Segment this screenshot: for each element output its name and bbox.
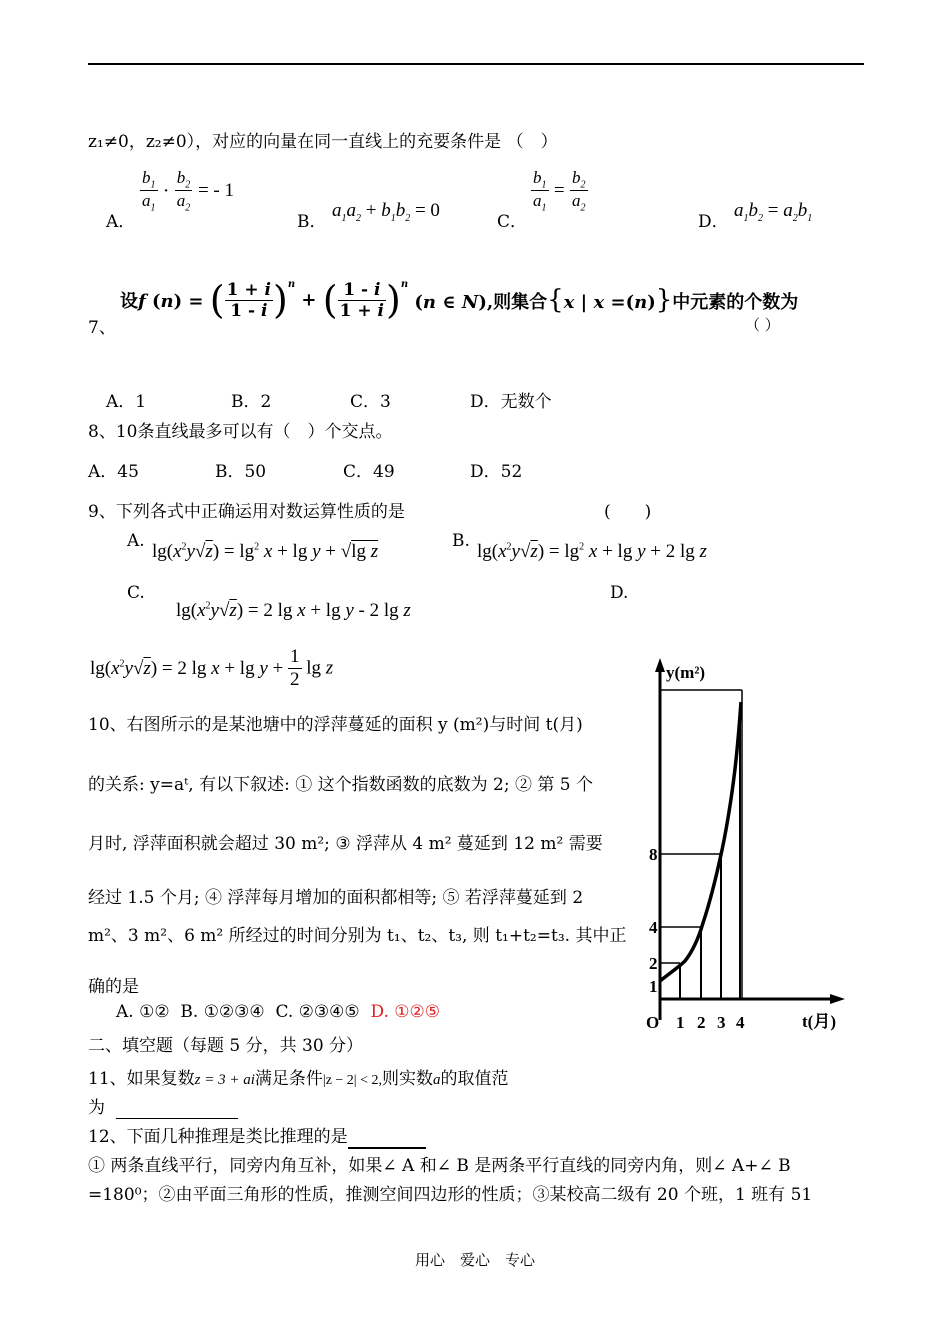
graph-x-tick-2: 2 <box>697 1013 706 1032</box>
graph-y-tick-1: 1 <box>649 977 658 996</box>
graph-x-tick-3: 3 <box>717 1013 726 1032</box>
q9-stem: 9、下列各式中正确运用对数运算性质的是 <box>88 502 405 522</box>
q7-answer-paren: （ ） <box>745 316 780 334</box>
q11-text-d: 的取值范 <box>440 1069 509 1089</box>
graph-y-label: y(m²) <box>666 663 706 682</box>
q9-option-b-label: B. <box>452 531 470 551</box>
q8-option-a: A．45 <box>88 462 139 482</box>
q9-option-a-formula: $\lg(x^2y√z) = \lg^2 x + \lg y + √\lg$ z <box>152 541 379 562</box>
graph-origin-label: O <box>646 1013 660 1032</box>
q10-line-3: 月时, 浮萍面积就会超过 30 m²; ③ 浮萍从 4 m² 蔓延到 12 m² 需要 <box>88 834 603 854</box>
q10-line-2: 的关系: y=aᵗ, 有以下叙述: ① 这个指数函数的底数为 2; ② 第 5 个 <box>88 775 594 795</box>
graph-y-tick-4: 4 <box>649 918 658 937</box>
q11-answer-blank[interactable] <box>116 1098 238 1119</box>
q10-option-a: A. ①② <box>116 1002 170 1022</box>
q6-option-b-formula: $a_1a_2 + b_1b_2 = 0$ <box>332 200 440 224</box>
q10-answer: D. ①②⑤ <box>370 1002 441 1022</box>
y-axis-arrow <box>655 658 665 672</box>
q10-line-1: 10、右图所示的是某池塘中的浮萍蔓延的面积 y (m²)与时间 t(月) <box>88 715 583 735</box>
q9-option-c-label: C. <box>127 583 145 603</box>
q11-text-e: 为 <box>88 1098 105 1118</box>
graph-x-tick-1: 1 <box>676 1013 685 1032</box>
q12-line-1 <box>88 1122 426 1149</box>
q10-line-4: 经过 1.5 个月; ④ 浮萍每月增加的面积都相等; ⑤ 若浮萍蔓延到 2 <box>88 888 584 908</box>
graph-y-tick-2: 2 <box>649 954 658 973</box>
q7-option-c: C．3 <box>350 392 391 412</box>
q9-answer-paren: ( ) <box>604 502 652 522</box>
q6-option-d-formula: $a_1b_2 = a_2b_1$ <box>734 200 813 224</box>
q10-options <box>116 1002 440 1022</box>
q6-option-c-label: C． <box>497 212 528 232</box>
q8-stem: 8、10条直线最多可以有（ ）个交点。 <box>88 422 393 442</box>
q12-answer-blank[interactable] <box>348 1127 426 1149</box>
q9-option-a-label: A. <box>127 531 145 551</box>
q7-option-b: B．2 <box>231 392 272 412</box>
graph-x-label: t(月) <box>802 1012 836 1031</box>
x-axis-arrow <box>830 994 845 1004</box>
q11-text-a: 11、如果复数 <box>88 1069 195 1089</box>
q7-option-a: A．1 <box>106 392 147 412</box>
q11-text-c: 则实数 <box>382 1069 434 1089</box>
q8-option-c: C．49 <box>343 462 395 482</box>
q7-formula: 设f (n) = ( $\frac{1 + i}{1 - i}$ )$^n$ + ( $\frac{1 - i}{1 + i}$ )$^n$ (n ∈ N),则集合{x | x =(n)}中元素的个数为 <box>120 278 799 322</box>
section-2-title: 二、填空题（每题 5 分，共 30 分） <box>88 1036 364 1056</box>
q9-option-c-formula: $\lg(x^2y√z) = 2$ lg x + lg y - 2 lg z <box>176 600 411 621</box>
q12-line-3: =180⁰；②由平面三角形的性质，推测空间四边形的性质；③某校高二级有 20 个班，1 班有 51 <box>88 1185 813 1205</box>
q11-expr-condition: |z − 2| < 2, <box>322 1073 383 1088</box>
q11-var-a: a <box>433 1072 441 1088</box>
q11-line-2 <box>88 1093 238 1119</box>
q10-line-6: 确的是 <box>88 977 139 997</box>
q7-option-d: D．无数个 <box>470 392 552 412</box>
header-rule <box>88 63 864 65</box>
q12-stem: 12、下面几种推理是类比推理的是 <box>88 1127 348 1147</box>
q12-line-2: ① 两条直线平行，同旁内角互补，如果∠ A 和∠ B 是两条平行直线的同旁内角，则∠ A+∠ B <box>88 1156 791 1176</box>
q8-option-b: B．50 <box>215 462 267 482</box>
q6-stem: z₁≠0，z₂≠0），对应的向量在同一直线上的充要条件是 （ ） <box>88 132 558 152</box>
q6-option-c-formula: $\frac{b_1}{a_1}$ = $\frac{b_2}{a_2}$ <box>533 168 586 214</box>
q6-option-a-formula: $\frac{b_1}{a_1}$ · $\frac{b_2}{a_2}$ = - 1 <box>142 168 234 214</box>
q9-option-b-formula: $\lg(x^2y√z) = \lg^2 x + \lg y + 2$ lg z <box>477 541 707 562</box>
q11-expr-z: z = 3 + ai <box>194 1072 255 1088</box>
page-footer: 用心 爱心 专心 <box>414 1251 535 1269</box>
graph-x-tick-4: 4 <box>736 1013 745 1032</box>
q9-option-d-label: D. <box>610 583 629 603</box>
q7-number: 7、 <box>88 318 116 338</box>
q6-option-a-label: A． <box>106 212 136 232</box>
q8-option-d: D．52 <box>470 462 523 482</box>
graph-y-tick-8: 8 <box>649 845 658 864</box>
q11-text-b: 满足条件 <box>254 1069 323 1089</box>
q11-line-1 <box>88 1064 509 1089</box>
q6-option-d-label: D． <box>698 212 729 232</box>
q10-option-b: B. ①②③④ <box>180 1002 265 1022</box>
q10-line-5: m²、3 m²、6 m² 所经过的时间分别为 t₁、t₂、t₃, 则 t₁+t₂=t₃. 其中正 <box>88 926 627 946</box>
q9-option-d-formula: $\lg(x^2y√z) = 2$ lg x + lg y + $\frac{1}{2}$ lg z <box>90 646 334 690</box>
growth-graph <box>640 650 855 1035</box>
q10-option-c: C. ②③④⑤ <box>275 1002 360 1022</box>
q6-option-b-label: B． <box>297 212 327 232</box>
